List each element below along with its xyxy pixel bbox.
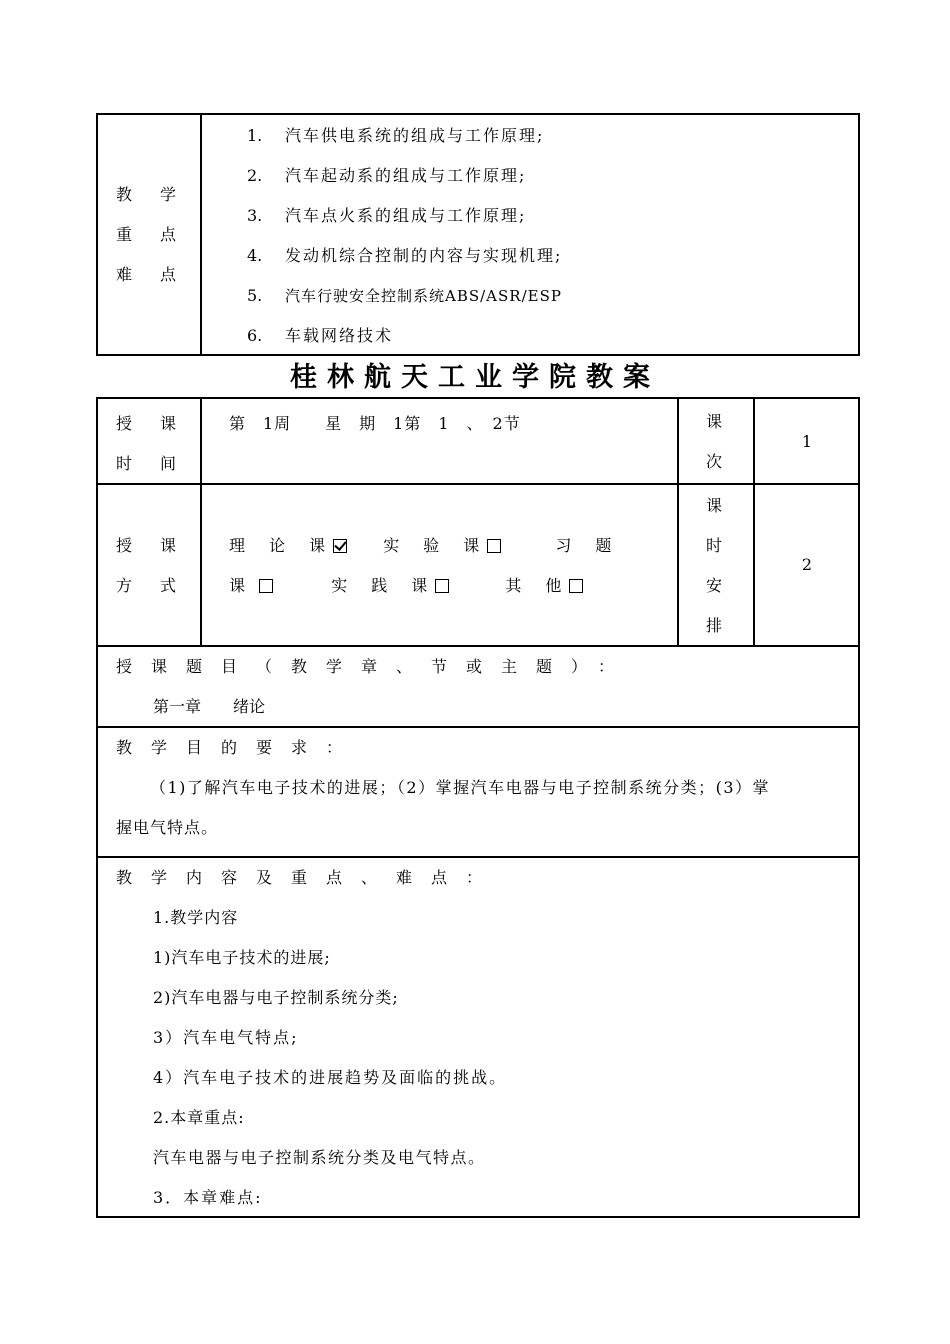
objectives-heading: 教学目的要求：: [116, 738, 362, 757]
lesson-plan-table: [96, 397, 860, 1218]
objectives-line2: 握电气特点。: [116, 818, 219, 837]
list-item: 汽车供电系统的组成与工作原理;: [285, 126, 545, 145]
theory-checkbox[interactable]: [333, 539, 347, 553]
list-item: 汽车起动系的组成与工作原理;: [285, 166, 527, 185]
list-item: 发动机综合控制的内容与实现机理;: [285, 246, 563, 265]
list-item-number: 5.: [247, 286, 263, 305]
content-line: 4）汽车电子技术的进展趋势及面临的挑战。: [153, 1068, 508, 1087]
list-item-number: 6.: [247, 326, 263, 345]
page-title: 桂林航天工业学院教案: [290, 362, 660, 393]
time-value: 第 1周 星 期 1第 1 、 2节: [229, 414, 521, 433]
session-label-line2: 次: [706, 452, 723, 471]
time-label-line2: 时 间: [116, 454, 183, 473]
time-label-line1: 授 课: [116, 414, 183, 433]
other-option-label: 其 他: [505, 576, 566, 595]
list-item-number: 4.: [247, 246, 263, 265]
session-value: 1: [801, 432, 813, 451]
exercise-option-label: 习 题: [555, 536, 616, 555]
hours-label-line2: 时: [706, 536, 723, 555]
content-line: 汽车电器与电子控制系统分类及电气特点。: [153, 1148, 486, 1167]
experiment-checkbox[interactable]: [487, 539, 501, 553]
row-divider: [96, 856, 860, 858]
column-divider: [200, 397, 202, 646]
key-points-divider: [200, 113, 202, 356]
experiment-option-label: 实 验 课: [383, 536, 484, 555]
list-item-number: 2.: [247, 166, 263, 185]
exercise-option-label-cont: 课: [229, 576, 246, 595]
hours-value: 2: [801, 555, 813, 574]
column-divider: [677, 397, 679, 646]
exercise-checkbox[interactable]: [259, 579, 273, 593]
topic-value: 第一章 绪论: [153, 697, 266, 716]
method-line1: [229, 536, 615, 556]
other-checkbox[interactable]: [569, 579, 583, 593]
key-points-label-1: 教 学: [116, 185, 183, 204]
content-line: 3．本章难点:: [153, 1188, 263, 1207]
row-divider: [96, 483, 860, 485]
content-line: 3）汽车电气特点;: [153, 1028, 299, 1047]
list-item: 车载网络技术: [285, 326, 394, 345]
list-item-number: 3.: [247, 206, 263, 225]
method-line2: [229, 576, 587, 596]
key-points-table: [96, 113, 860, 356]
key-points-label-2: 重 点: [116, 225, 183, 244]
content-line: 2)汽车电器与电子控制系统分类;: [153, 988, 399, 1007]
hours-label-line3: 安: [706, 576, 723, 595]
hours-label-line4: 排: [706, 616, 723, 635]
content-line: 2.本章重点:: [153, 1108, 245, 1127]
method-label-line1: 授 课: [116, 536, 183, 555]
session-label-line1: 课: [706, 412, 723, 431]
topic-heading: 授课题目（教学章、节或主题）：: [116, 657, 634, 676]
theory-option-label: 理 论 课: [229, 536, 330, 555]
method-label-line2: 方 式: [116, 576, 183, 595]
practice-option-label: 实 践 课: [331, 576, 432, 595]
key-points-label-3: 难 点: [116, 265, 183, 284]
hours-label-line1: 课: [706, 496, 723, 515]
list-item: 汽车行驶安全控制系统ABS/ASR/ESP: [285, 287, 562, 305]
row-divider: [96, 645, 860, 647]
content-line: 1)汽车电子技术的进展;: [153, 948, 331, 967]
list-item-number: 1.: [247, 126, 263, 145]
row-divider: [96, 726, 860, 728]
list-item: 汽车点火系的组成与工作原理;: [285, 206, 527, 225]
content-heading: 教学内容及重点、难点：: [116, 868, 502, 887]
content-line: 1.教学内容: [153, 908, 239, 927]
practice-checkbox[interactable]: [435, 579, 449, 593]
objectives-line1: （1)了解汽车电子技术的进展；（2）掌握汽车电器与电子控制系统分类；(3）掌: [150, 778, 771, 797]
